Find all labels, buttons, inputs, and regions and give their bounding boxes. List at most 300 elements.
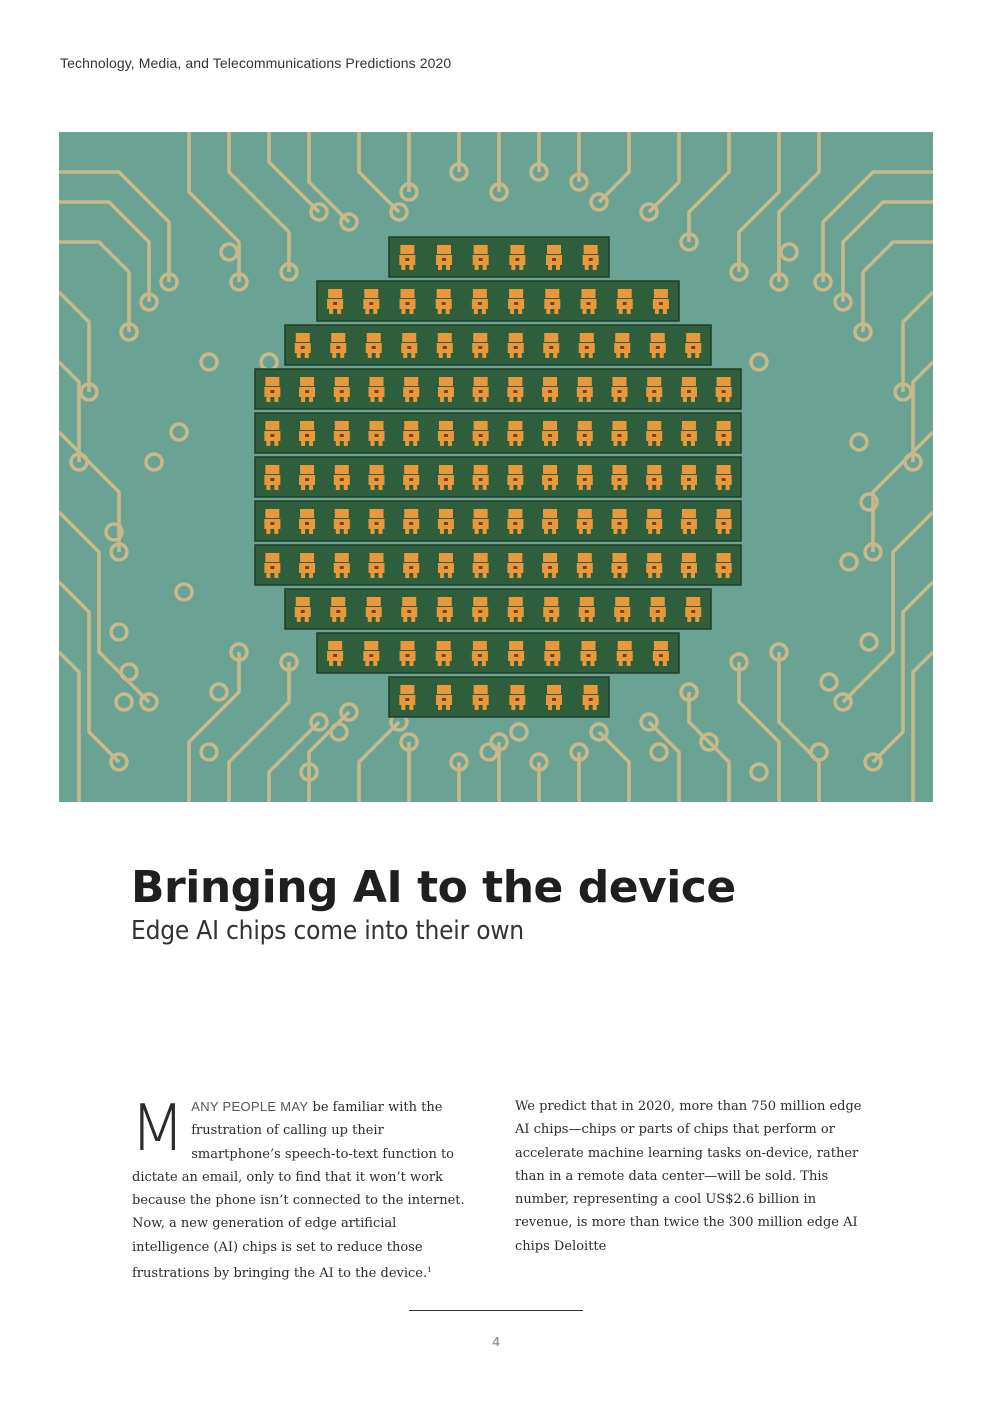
robot-leg [336,573,340,578]
robot-head [296,597,310,606]
robot-leg [474,353,478,358]
robot-panel [513,566,517,569]
robot-leg [336,441,340,446]
robot-head [509,289,523,298]
robot-leg [301,485,305,490]
robot-head [510,245,524,254]
footnote-marker[interactable]: 1 [427,1266,432,1275]
robot-leg [413,441,417,446]
robot-leg [329,661,333,666]
robot-leg [309,485,313,490]
robot-leg [614,573,618,578]
robot-leg [589,617,593,622]
robot-leg [336,529,340,534]
robot-head [543,377,557,386]
robot-panel [618,522,622,525]
robot-panel [687,390,691,393]
robot-panel [652,566,656,569]
robot-panel [652,434,656,437]
robot-leg [614,529,618,534]
robot-head [578,509,592,518]
robot-leg [401,705,405,710]
robot-panel [479,390,483,393]
robot-leg [402,661,406,666]
robot-leg [587,441,591,446]
robot-leg [332,353,336,358]
robot-head [654,289,668,298]
robot-panel [515,258,519,261]
robot-leg [587,485,591,490]
robot-panel [620,610,624,613]
robot-panel [587,654,591,657]
robot-panel [305,478,309,481]
robot-leg [553,617,557,622]
robot-panel [687,434,691,437]
robot-leg [344,573,348,578]
robot-leg [691,397,695,402]
robot-head [404,509,418,518]
robot-panel [687,478,691,481]
robot-head [544,597,558,606]
robot-leg [413,573,417,578]
robot-head [613,421,627,430]
robot-head [367,333,381,342]
robot-panel [340,434,344,437]
robot-leg [301,441,305,446]
robot-head [400,685,414,694]
robot-leg [475,397,479,402]
robot-leg [438,705,442,710]
robot-head [508,553,522,562]
robot-leg [687,617,691,622]
robot-head [474,421,488,430]
robot-leg [337,661,341,666]
robot-panel [340,478,344,481]
robot-head [265,509,279,518]
robot-head [582,641,596,650]
robot-leg [448,529,452,534]
robot-head [265,421,279,430]
robot-leg [579,397,583,402]
robot-leg [301,397,305,402]
robot-leg [554,661,558,666]
robot-leg [475,441,479,446]
robot-leg [648,485,652,490]
robot-leg [511,705,515,710]
robot-leg [552,397,556,402]
robot-leg [474,661,478,666]
robot-panel [372,346,376,349]
robot-leg [368,617,372,622]
robot-leg [448,397,452,402]
robot-leg [683,441,687,446]
robot-leg [648,529,652,534]
robot-leg [373,309,377,314]
robot-leg [548,705,552,710]
robot-head [509,597,523,606]
robot-leg [552,573,556,578]
robot-head [335,509,349,518]
robot-head [439,465,453,474]
robot-leg [624,617,628,622]
robot-leg [266,485,270,490]
robot-panel [618,478,622,481]
robot-head [613,553,627,562]
robot-leg [405,397,409,402]
robot-leg [556,265,560,270]
robot-panel [478,346,482,349]
robot-head [545,289,559,298]
robot-panel [406,302,410,305]
robot-head [686,333,700,342]
robot-panel [623,302,627,305]
robot-head [404,421,418,430]
robot-leg [409,265,413,270]
robot-head [682,465,696,474]
footer-divider [409,1310,583,1311]
robot-leg [726,441,730,446]
chip-row [255,545,741,585]
robot-panel [514,654,518,657]
robot-panel [444,434,448,437]
robot-leg [622,573,626,578]
robot-panel [478,610,482,613]
robot-leg [448,485,452,490]
robot-head [615,333,629,342]
robot-panel [340,390,344,393]
robot-leg [544,573,548,578]
robot-leg [510,617,514,622]
robot-leg [266,573,270,578]
robot-head [401,289,415,298]
robot-panel [587,302,591,305]
robot-leg [627,661,631,666]
robot-leg [266,529,270,534]
robot-leg [660,617,664,622]
robot-panel [618,434,622,437]
robot-head [370,377,384,386]
robot-leg [552,485,556,490]
robot-leg [365,309,369,314]
robot-panel [372,610,376,613]
robot-head [717,377,731,386]
robot-leg [440,441,444,446]
robot-head [543,553,557,562]
robot-leg [446,265,450,270]
robot-panel [305,566,309,569]
robot-panel [549,346,553,349]
body-column-right [515,1095,865,1258]
paragraph-text: be familiar with the frustration of calling up their smartphone’s speech-to-text function to dictate an email, only to find that it won’t work because the phone isn’t connected to the internet. Now, a new generation of edge artificial intelligence (AI) chips is set to reduce those frustrations by bringing the AI to the device. [132,1100,465,1282]
robot-panel [687,522,691,525]
robot-head [717,465,731,474]
robot-head [509,641,523,650]
robot-leg [340,617,344,622]
robot-leg [274,529,278,534]
robot-panel [479,522,483,525]
robot-leg [344,529,348,534]
robot-leg [579,441,583,446]
robot-leg [553,353,557,358]
robot-leg [309,397,313,402]
robot-leg [622,397,626,402]
robot-panel [583,434,587,437]
robot-head [544,333,558,342]
robot-leg [718,573,722,578]
robot-panel [659,302,663,305]
robot-leg [344,441,348,446]
robot-panel [513,434,517,437]
robot-leg [474,309,478,314]
robot-head [364,641,378,650]
robot-leg [440,573,444,578]
robot-leg [368,353,372,358]
robot-panel [691,610,695,613]
robot-panel [442,698,446,701]
robot-panel [514,610,518,613]
robot-leg [691,529,695,534]
robot-leg [371,529,375,534]
robot-leg [309,441,313,446]
robot-leg [517,573,521,578]
robot-panel [444,390,448,393]
robot-head [473,597,487,606]
robot-head [265,465,279,474]
robot-head [578,553,592,562]
robot-leg [518,661,522,666]
robot-leg [691,573,695,578]
robot-panel [589,698,593,701]
robot-head [618,641,632,650]
robot-leg [483,705,487,710]
robot-leg [509,529,513,534]
robot-leg [585,265,589,270]
robot-leg [583,309,587,314]
robot-panel [369,654,373,657]
robot-head [437,641,451,650]
robot-head [300,377,314,386]
robot-leg [545,617,549,622]
robot-panel [583,478,587,481]
robot-leg [483,397,487,402]
robot-head [300,509,314,518]
robot-head [437,289,451,298]
robot-panel [722,566,726,569]
robot-leg [581,353,585,358]
robot-leg [579,529,583,534]
robot-leg [518,353,522,358]
robot-panel [443,346,447,349]
robot-leg [402,309,406,314]
robot-head [647,377,661,386]
robot-leg [301,529,305,534]
robot-leg [546,309,550,314]
robot-leg [405,529,409,534]
robot-head [582,289,596,298]
robot-leg [656,397,660,402]
running-header: Technology, Media, and Telecommunications Predictions 2020 [60,55,452,71]
robot-leg [656,529,660,534]
robot-leg [403,353,407,358]
robot-leg [593,265,597,270]
robot-leg [475,485,479,490]
robot-head [335,465,349,474]
robot-head [473,289,487,298]
robot-head [439,553,453,562]
article-title: Bringing AI to the device [131,862,736,913]
robot-leg [614,485,618,490]
robot-leg [411,353,415,358]
robot-leg [371,485,375,490]
robot-panel [333,654,337,657]
robot-leg [413,485,417,490]
robot-head [615,597,629,606]
robot-panel [722,478,726,481]
robot-panel [722,522,726,525]
robot-panel [479,258,483,261]
robot-panel [270,434,274,437]
robot-leg [305,617,309,622]
robot-head [578,421,592,430]
chip-row [255,457,741,497]
robot-leg [687,353,691,358]
chip-row [285,589,711,629]
robot-panel [479,434,483,437]
robot-leg [475,705,479,710]
robot-panel [405,258,409,261]
robot-leg [583,661,587,666]
robot-panel [478,654,482,657]
robot-panel [409,478,413,481]
robot-panel [722,390,726,393]
robot-panel [442,654,446,657]
robot-leg [373,661,377,666]
robot-leg [411,617,415,622]
robot-panel [549,610,553,613]
robot-panel [583,390,587,393]
robot-leg [448,441,452,446]
robot-panel [336,346,340,349]
robot-head [509,333,523,342]
robot-head [474,377,488,386]
robot-head [437,245,451,254]
robot-leg [589,353,593,358]
robot-head [439,421,453,430]
robot-panel [513,522,517,525]
robot-head [613,465,627,474]
robot-panel [583,566,587,569]
robot-panel [443,610,447,613]
robot-panel [340,566,344,569]
robot-head [404,377,418,386]
robot-head [402,333,416,342]
robot-panel [409,434,413,437]
robot-leg [403,617,407,622]
robot-head [300,465,314,474]
robot-head [578,377,592,386]
robot-head [367,597,381,606]
robot-leg [591,661,595,666]
robot-leg [510,309,514,314]
robot-leg [483,485,487,490]
circuit-board-illustration [59,132,933,802]
robot-leg [483,441,487,446]
robot-leg [344,397,348,402]
drop-cap: M [130,1092,186,1166]
paragraph-text: We predict that in 2020, more than 750 million edge AI chips—chips or parts of chips that perform or accelerate machine learning tasks on-device, rather than in a remote data center—will be sold. This number, representing a cool US$2.6 billion in revenue, is more than twice the 300 million edge AI chips Deloitte [515,1099,862,1254]
robot-panel [478,302,482,305]
robot-head [438,597,452,606]
robot-leg [297,353,301,358]
robot-head [401,641,415,650]
robot-leg [376,353,380,358]
robot-leg [365,661,369,666]
robot-leg [401,265,405,270]
robot-head [654,641,668,650]
robot-leg [446,309,450,314]
robot-head [651,597,665,606]
robot-panel [375,522,379,525]
robot-head [328,289,342,298]
robot-leg [340,353,344,358]
robot-leg [517,485,521,490]
robot-leg [614,441,618,446]
robot-panel [691,346,695,349]
robot-head [682,553,696,562]
robot-leg [587,529,591,534]
robot-head [547,685,561,694]
robot-head [510,685,524,694]
robot-panel [552,258,556,261]
robot-leg [519,705,523,710]
robot-panel [375,478,379,481]
robot-panel [336,610,340,613]
robot-leg [652,353,656,358]
robot-head [331,597,345,606]
robot-leg [510,661,514,666]
robot-panel [548,478,552,481]
robot-leg [438,265,442,270]
page-number: 4 [492,1334,500,1349]
robot-panel [652,478,656,481]
robot-leg [410,309,414,314]
robot-head [647,421,661,430]
robot-leg [648,573,652,578]
robot-leg [593,705,597,710]
robot-panel [618,390,622,393]
robot-leg [509,397,513,402]
robot-leg [305,353,309,358]
robot-head [508,465,522,474]
robot-head [404,553,418,562]
robot-leg [483,265,487,270]
robot-leg [474,617,478,622]
robot-head [300,421,314,430]
robot-head [543,509,557,518]
robot-head [584,685,598,694]
robot-head [474,245,488,254]
robot-panel [552,698,556,701]
robot-leg [517,529,521,534]
robot-panel [442,302,446,305]
robot-leg [683,529,687,534]
robot-panel [585,610,589,613]
robot-leg [483,529,487,534]
robot-leg [475,573,479,578]
robot-leg [683,397,687,402]
robot-leg [517,441,521,446]
robot-leg [652,617,656,622]
